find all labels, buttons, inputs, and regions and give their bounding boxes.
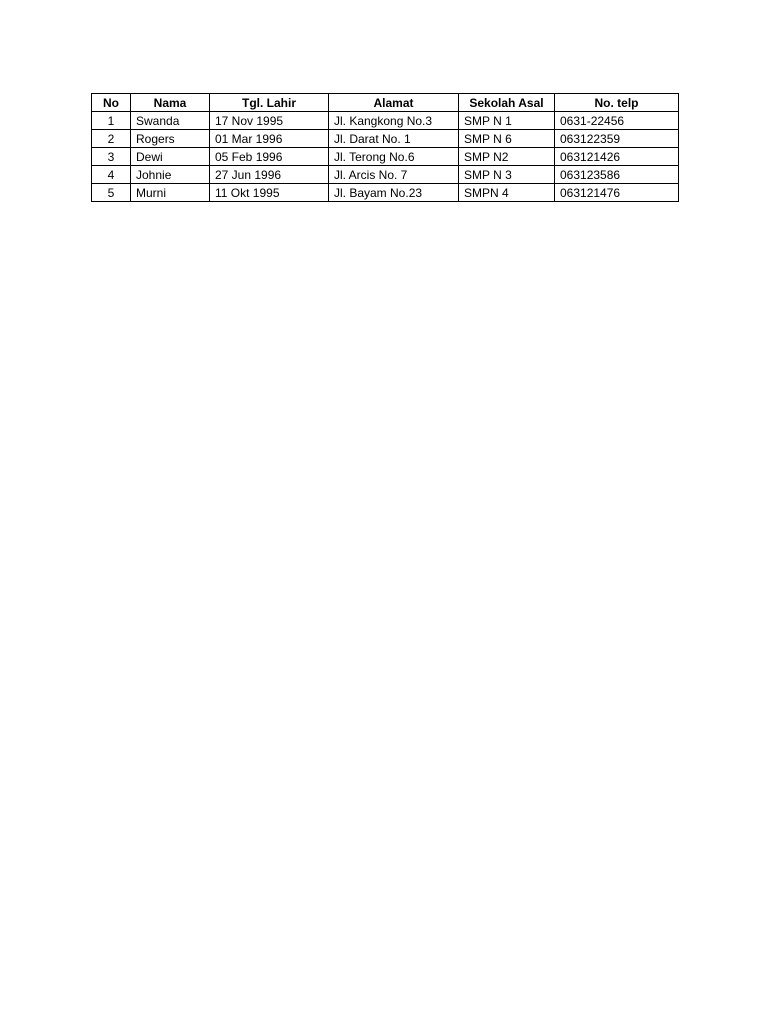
cell-no: 4 bbox=[92, 166, 131, 184]
cell-no: 2 bbox=[92, 130, 131, 148]
table-row bbox=[92, 166, 679, 184]
cell-alamat: Jl. Bayam No.23 bbox=[329, 184, 459, 202]
cell-no: 3 bbox=[92, 148, 131, 166]
table-row bbox=[92, 184, 679, 202]
cell-no: 1 bbox=[92, 112, 131, 130]
header-tgl-lahir: Tgl. Lahir bbox=[210, 94, 329, 112]
cell-sekolah-asal: SMP N 6 bbox=[459, 130, 555, 148]
cell-no-telp: 063121426 bbox=[555, 148, 679, 166]
cell-tgl-lahir: 27 Jun 1996 bbox=[210, 166, 329, 184]
cell-no-telp: 063122359 bbox=[555, 130, 679, 148]
table-row bbox=[92, 130, 679, 148]
table-row bbox=[92, 112, 679, 130]
cell-nama: Swanda bbox=[131, 112, 210, 130]
cell-nama: Dewi bbox=[131, 148, 210, 166]
header-no: No bbox=[92, 94, 131, 112]
header-nama: Nama bbox=[131, 94, 210, 112]
cell-sekolah-asal: SMP N 3 bbox=[459, 166, 555, 184]
header-no-telp: No. telp bbox=[555, 94, 679, 112]
cell-sekolah-asal: SMP N 1 bbox=[459, 112, 555, 130]
cell-nama: Rogers bbox=[131, 130, 210, 148]
cell-alamat: Jl. Arcis No. 7 bbox=[329, 166, 459, 184]
cell-alamat: Jl. Darat No. 1 bbox=[329, 130, 459, 148]
cell-alamat: Jl. Kangkong No.3 bbox=[329, 112, 459, 130]
table-row bbox=[92, 148, 679, 166]
cell-tgl-lahir: 17 Nov 1995 bbox=[210, 112, 329, 130]
student-table bbox=[91, 93, 679, 202]
cell-alamat: Jl. Terong No.6 bbox=[329, 148, 459, 166]
cell-tgl-lahir: 05 Feb 1996 bbox=[210, 148, 329, 166]
cell-no-telp: 063123586 bbox=[555, 166, 679, 184]
cell-no-telp: 063121476 bbox=[555, 184, 679, 202]
table-header-row bbox=[92, 94, 679, 112]
header-sekolah-asal: Sekolah Asal bbox=[459, 94, 555, 112]
cell-nama: Murni bbox=[131, 184, 210, 202]
cell-no-telp: 0631-22456 bbox=[555, 112, 679, 130]
cell-no: 5 bbox=[92, 184, 131, 202]
cell-sekolah-asal: SMP N2 bbox=[459, 148, 555, 166]
cell-tgl-lahir: 11 Okt 1995 bbox=[210, 184, 329, 202]
cell-sekolah-asal: SMPN 4 bbox=[459, 184, 555, 202]
cell-nama: Johnie bbox=[131, 166, 210, 184]
header-alamat: Alamat bbox=[329, 94, 459, 112]
cell-tgl-lahir: 01 Mar 1996 bbox=[210, 130, 329, 148]
